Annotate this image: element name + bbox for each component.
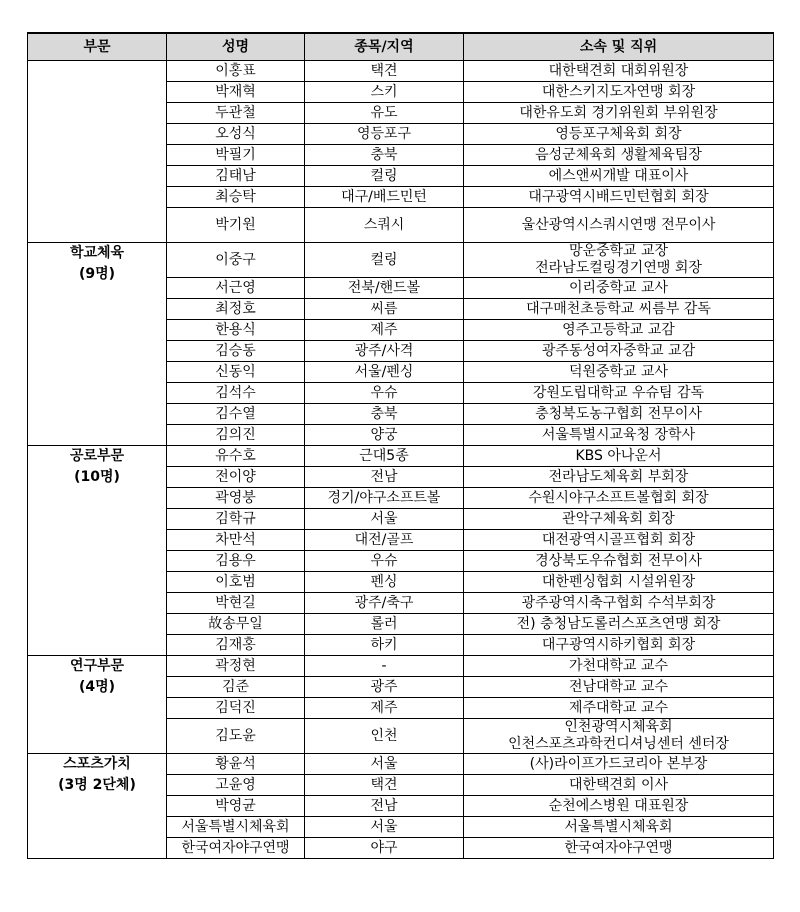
field-region-cell: 씨름 (305, 299, 464, 320)
field-region-cell: 우슈 (305, 551, 464, 572)
affiliation-line: (사)라이프가드코리아 본부장 (529, 755, 708, 772)
name-cell: 김덕진 (167, 698, 305, 719)
field-region-cell: 서울 (305, 817, 464, 838)
table-row (28, 61, 774, 82)
affiliation-line: 대구광역시배드민턴협회 회장 (528, 188, 709, 205)
name-cell: 김재홍 (167, 635, 305, 656)
field-region-cell: 택견 (305, 775, 464, 796)
affiliation-line: 덕원중학교 교사 (568, 363, 669, 380)
name-cell: 최정호 (167, 299, 305, 320)
department-label: (10명) (74, 469, 120, 485)
name-cell: 박기원 (167, 208, 305, 243)
field-region-cell: 서울 (305, 509, 464, 530)
affiliation-cell (464, 145, 774, 166)
affiliation-cell (464, 635, 774, 656)
affiliation-cell (464, 698, 774, 719)
name-cell: 박재혁 (167, 82, 305, 103)
name-cell: 故송무일 (167, 614, 305, 635)
affiliation-cell (464, 425, 774, 446)
field-region-cell: 제주 (305, 320, 464, 341)
field-region-cell: 펜싱 (305, 572, 464, 593)
name-cell: 김용우 (167, 551, 305, 572)
affiliation-line: 인천광역시체육회 (564, 719, 673, 735)
affiliation-cell (464, 103, 774, 124)
affiliation-line: 울산광역시스쿼시연맹 전무이사 (521, 216, 716, 233)
affiliation-line: 대구매천초등학교 씨름부 감독 (526, 300, 711, 317)
affiliation-line: 광주광역시축구협회 수석부회장 (521, 594, 716, 611)
field-region-cell: - (305, 656, 464, 677)
table-row (28, 243, 774, 278)
affiliation-cell (464, 656, 774, 677)
affiliation-cell (464, 775, 774, 796)
affiliation-line: 경상북도우슈협회 전무이사 (535, 552, 702, 569)
field-region-cell: 충북 (305, 404, 464, 425)
department-cell (28, 446, 167, 656)
name-cell: 차만석 (167, 530, 305, 551)
field-region-cell: 스키 (305, 82, 464, 103)
name-cell: 곽영붕 (167, 488, 305, 509)
affiliation-cell (464, 551, 774, 572)
field-region-cell: 양궁 (305, 425, 464, 446)
affiliation-cell (464, 124, 774, 145)
field-region-cell: 우슈 (305, 383, 464, 404)
affiliation-cell (464, 82, 774, 103)
affiliation-line: 서울특별시교육청 장학사 (541, 426, 696, 443)
field-region-cell: 서울 (305, 754, 464, 775)
affiliation-cell (464, 614, 774, 635)
name-cell: 김승동 (167, 341, 305, 362)
award-table-container (27, 32, 774, 859)
department-cell (28, 243, 167, 446)
name-cell: 김도윤 (167, 719, 305, 754)
affiliation-line: 망운중학교 교장 (568, 243, 669, 259)
affiliation-line: 전라남도컬링경기연맹 회장 (535, 260, 702, 276)
name-cell: 김준 (167, 677, 305, 698)
field-region-cell: 전남 (305, 796, 464, 817)
field-region-cell: 대구/배드민턴 (305, 187, 464, 208)
affiliation-cell (464, 593, 774, 614)
department-label: 스포츠가치 (63, 756, 131, 772)
field-region-cell: 컬링 (305, 243, 464, 278)
affiliation-cell (464, 530, 774, 551)
field-region-cell: 광주 (305, 677, 464, 698)
department-cell (28, 656, 167, 754)
name-cell: 오성식 (167, 124, 305, 145)
affiliation-cell (464, 383, 774, 404)
affiliation-cell (464, 404, 774, 425)
affiliation-cell (464, 572, 774, 593)
field-region-cell: 제주 (305, 698, 464, 719)
affiliation-cell (464, 208, 774, 243)
field-region-cell: 야구 (305, 838, 464, 859)
header-department: 부문 (28, 33, 167, 61)
name-cell: 서울특별시체육회 (167, 817, 305, 838)
header-name: 성명 (167, 33, 305, 61)
table-row (28, 754, 774, 775)
name-cell: 한용식 (167, 320, 305, 341)
header-row (28, 33, 774, 61)
affiliation-line: 대한스키지도자연맹 회장 (541, 83, 696, 100)
field-region-cell: 근대5종 (305, 446, 464, 467)
affiliation-line: 서울특별시체육회 (564, 818, 673, 835)
name-cell: 김학규 (167, 509, 305, 530)
affiliation-cell (464, 488, 774, 509)
name-cell: 김태남 (167, 166, 305, 187)
affiliation-line: 대전광역시골프협회 회장 (541, 531, 696, 548)
affiliation-line: 대한유도회 경기위원회 부위원장 (519, 104, 718, 121)
table-row (28, 446, 774, 467)
field-region-cell: 택견 (305, 61, 464, 82)
affiliation-cell (464, 341, 774, 362)
affiliation-line: 영주고등학교 교감 (562, 321, 675, 338)
affiliation-cell (464, 796, 774, 817)
field-region-cell: 전남 (305, 467, 464, 488)
name-cell: 김석수 (167, 383, 305, 404)
affiliation-line: 강원도립대학교 우슈팀 감독 (532, 384, 705, 401)
name-cell: 이호범 (167, 572, 305, 593)
field-region-cell: 스쿼시 (305, 208, 464, 243)
name-cell: 한국여자야구연맹 (167, 838, 305, 859)
field-region-cell: 롤러 (305, 614, 464, 635)
header-affiliation-position: 소속 및 직위 (464, 33, 774, 61)
affiliation-line: 대구광역시하키협회 회장 (541, 636, 696, 653)
affiliation-cell (464, 719, 774, 754)
affiliation-line: 광주동성여자중학교 교감 (541, 342, 696, 359)
affiliation-line: 관악구체육회 회장 (562, 510, 675, 527)
field-region-cell: 유도 (305, 103, 464, 124)
name-cell: 황윤석 (167, 754, 305, 775)
affiliation-line: 이리중학교 교사 (568, 279, 669, 296)
name-cell: 곽정현 (167, 656, 305, 677)
affiliation-line: KBS 아나운서 (575, 447, 662, 464)
affiliation-cell (464, 509, 774, 530)
affiliation-cell (464, 187, 774, 208)
name-cell: 고윤영 (167, 775, 305, 796)
name-cell: 박필기 (167, 145, 305, 166)
department-label: (4명) (78, 679, 116, 695)
department-label: 학교체육 (69, 245, 125, 261)
table-body (28, 61, 774, 859)
field-region-cell: 하키 (305, 635, 464, 656)
name-cell: 전이양 (167, 467, 305, 488)
name-cell: 박영균 (167, 796, 305, 817)
affiliation-cell (464, 166, 774, 187)
affiliation-cell (464, 838, 774, 859)
field-region-cell: 전북/핸드볼 (305, 278, 464, 299)
affiliation-cell (464, 754, 774, 775)
field-region-cell: 컬링 (305, 166, 464, 187)
award-table (27, 32, 774, 859)
affiliation-cell (464, 299, 774, 320)
field-region-cell: 인천 (305, 719, 464, 754)
field-region-cell: 서울/펜싱 (305, 362, 464, 383)
table-row (28, 656, 774, 677)
affiliation-line: 음성군체육회 생활체육팀장 (535, 146, 702, 163)
name-cell: 이홍표 (167, 61, 305, 82)
department-label: (3명 2단체) (58, 777, 136, 793)
name-cell: 신동익 (167, 362, 305, 383)
name-cell: 이중구 (167, 243, 305, 278)
affiliation-line: 한국여자야구연맹 (564, 839, 673, 856)
affiliation-cell (464, 677, 774, 698)
name-cell: 최승탁 (167, 187, 305, 208)
field-region-cell: 영등포구 (305, 124, 464, 145)
affiliation-cell (464, 817, 774, 838)
affiliation-line: 가천대학교 교수 (568, 657, 669, 674)
affiliation-line: 전남대학교 교수 (568, 678, 669, 695)
name-cell: 김의진 (167, 425, 305, 446)
affiliation-line: 영등포구체육회 회장 (555, 125, 682, 142)
affiliation-cell (464, 446, 774, 467)
affiliation-line: 수원시야구소프트볼협회 회장 (528, 489, 709, 506)
affiliation-line: 제주대학교 교수 (568, 699, 669, 716)
affiliation-line: 인천스포츠과학컨디셔닝센터 센터장 (508, 736, 729, 752)
affiliation-line: 전라남도체육회 부회장 (548, 468, 689, 485)
name-cell: 김수열 (167, 404, 305, 425)
department-label: 공로부문 (69, 448, 125, 464)
field-region-cell: 광주/축구 (305, 593, 464, 614)
affiliation-line: 대한택견회 대회위원장 (548, 62, 689, 79)
department-label: 연구부문 (69, 658, 125, 674)
affiliation-line: 에스앤씨개발 대표이사 (548, 167, 689, 184)
department-cell (28, 754, 167, 859)
affiliation-cell (464, 243, 774, 278)
department-cell (28, 61, 167, 243)
field-region-cell: 광주/사격 (305, 341, 464, 362)
affiliation-cell (464, 467, 774, 488)
affiliation-cell (464, 278, 774, 299)
affiliation-cell (464, 362, 774, 383)
field-region-cell: 충북 (305, 145, 464, 166)
affiliation-line: 대한펜싱협회 시설위원장 (541, 573, 696, 590)
affiliation-line: 충청북도농구협회 전무이사 (535, 405, 702, 422)
field-region-cell: 경기/야구소프트볼 (305, 488, 464, 509)
affiliation-line: 순천에스병원 대표원장 (548, 797, 689, 814)
name-cell: 서근영 (167, 278, 305, 299)
department-label: (9명) (78, 266, 116, 282)
name-cell: 박현길 (167, 593, 305, 614)
affiliation-line: 대한택견회 이사 (568, 776, 669, 793)
affiliation-line: 전) 충청남도롤러스포츠연맹 회장 (516, 615, 721, 632)
name-cell: 두관철 (167, 103, 305, 124)
affiliation-cell (464, 320, 774, 341)
field-region-cell: 대전/골프 (305, 530, 464, 551)
header-field-region: 종목/지역 (305, 33, 464, 61)
affiliation-cell (464, 61, 774, 82)
name-cell: 유수호 (167, 446, 305, 467)
